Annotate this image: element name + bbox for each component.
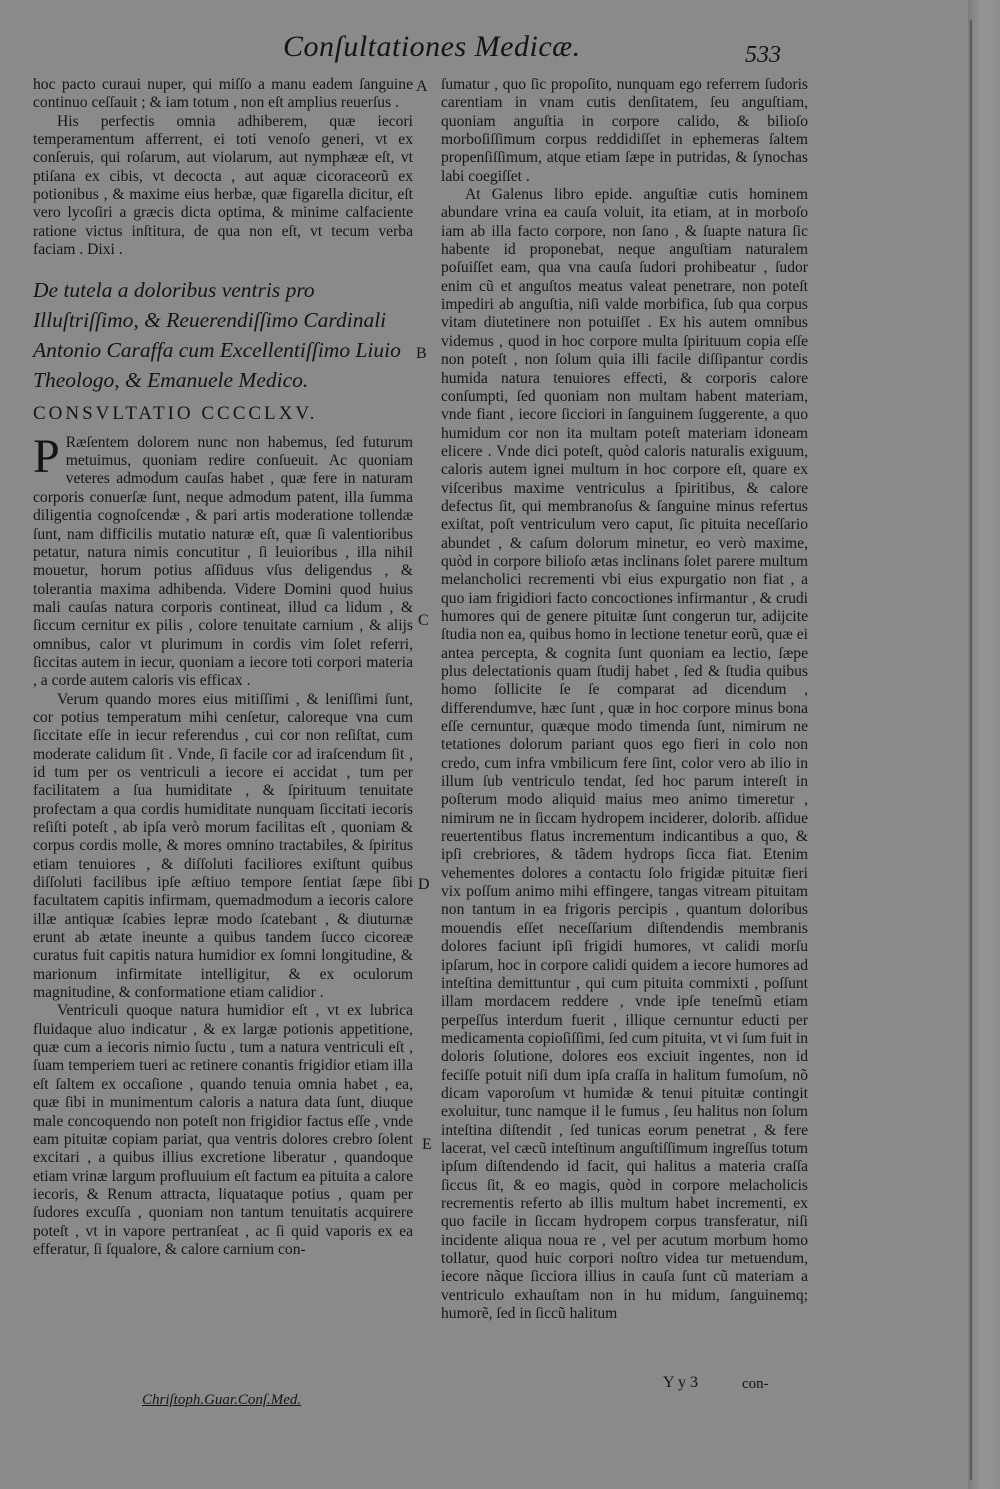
paragraph: Ventriculi quoque natura humidior eſt , vt ex lubrica fluidaque aluo indicatur , & ex largæ potionis appetitione, quæ cum a iecoris nimio ſuctu , tum a natura ventriculi eſt , ſuam temperiem tueri ac retinere conantis frigidior etiam illa eſt ſaltem ex occaſione , quando tenuia omnia habet , ea, quæ ſibi in munimentum caloris a natura data ſunt, diuque male concoquendo non poteſt non frigidior factus eſſe , vnde eam pituitæ copiam pariat, qua ventris dolores crebro ſolent excitari , a quibus illius excretione liberatur , quandoque etiam vrinæ largum profluuium eſt factum ea pituita a calore iecoris, & Renum attracta, liquataque potius , quam per ſudores excuſſa , quoniam non tantum tenuitatis acquirere poteſt , vt in vapore pertranſeat , ac ſi quid vaporis ex ea efferatur, ſi ſqualore, & calore carnium con- [33,1002,413,1258]
catchword: con- [742,1376,769,1392]
paragraph-text: Ræſentem dolorem nunc non habemus, ſed futurum metuimus, quoniam redire conſueuit. Ac quoniam veteres admodum cauſas habet , quæ fere in naturam corporis conuerſæ ſunt, neque admodum patent, illa ſumma diligentia cognoſcendæ , & pari artis moderatione tollendæ ſunt, nam difficilis mutatio naturæ eſt, quæ ſi valentioribus petatur, natura nimis concutitur , ſi leuioribus , illa nihil mouetur, horum potius aſſiduus vſus deligendus , & tolerantia maxima adhibenda. Videre Domini quod huius mali cauſas natura corporis contineat, illud ca lidum , & ſiccum cernitur ex pilis , colore tenuitate carnium , & alijs omnibus, calor vt plurimum in cordis vim ſolet referri, ſiccitas autem in iecur, quoniam a iecore toti corpori materia , a corde autem caloris vis efficax . [33,433,413,690]
gutter-line [970,20,972,1480]
margin-letter-a: A [416,78,428,95]
paragraph-with-drop-cap [33,429,413,691]
signature-mark: Y y 3 [663,1374,698,1391]
consultation-label: CONSVLTATIO CCCCLXV. [33,403,318,425]
paragraph: hoc pacto curaui nuper, qui miſſo a manu eadem ſanguine continuo ceſſauit ; & iam totum , non eſt amplius reuerſus . [33,76,413,112]
paragraph: His perfectis omnia adhiberem, quæ iecori temperamentum afferrent, ei toti venoſo generi, vt ex conſeruis, qui roſarum, aut violarum, aut nymphææ eſt, vt ptiſana ex cibis, vt decocta , aut aquæ cicoraceorũ ex potionibus , & maxime eius herbæ, quæ figarella dicitur, eſt vero lycoſiri a græcis dicta optima, & minime calfaciente ratione victus inſtitura, de qua non eſt, vt tecum verba faciam . Dixi . [33,112,413,259]
page-number: 533 [745,42,781,68]
section-heading: De tutela a doloribus ventris pro Illuſtriſſimo, & Reuerendiſſimo Cardinali Antonio Caraffa cum Excellentiſſimo Liuio Theologo, & Emanuele Medico. [33,278,401,393]
paragraph: ſumatur , quo ſic propoſito, nunquam ego referrem ſudoris carentiam in vnam cutis denſitatem, ſeu anguſtiam, quoniam anguſtia in corpore calido, & bilioſo morboſiſſimum corpus reddidiſſet in ephemeras ſaltem propenſiſſimum, atque etiam ſæpe in putridas, & ſynochas labi coegiſſet . [441,76,808,185]
margin-letter-b: B [416,345,427,362]
drop-cap: P [33,429,60,483]
signature-line: Chriſtoph.Guar.Conſ.Med. [142,1392,302,1408]
page-edge [968,0,1000,1489]
margin-letter-d: D [418,876,430,893]
right-column [441,76,808,1323]
margin-letter-e: E [422,1136,432,1153]
left-column [33,76,413,1259]
paragraph: At Galenus libro epide. anguſtiæ cutis hominem abundare vrina ea cauſa voluit, ita etiam, at in morboſo iam ab illa facto corpore, non ſano , & ſuapte natura ſic habente id proponebat, neque anguſtiam naturalem poſuiſſet eam, qua vna cauſa ſudori prohibeatur , ſudor enim cũ et anguſtos meatus valeat penetrare, non poteſt impediri ab anguſtia, niſi valde morbifica, ſub qua corpus vitam diutetinere non potuiſſet . Ex his autem omnibus videmus , quod in hoc corpore multa ſpirituum copia eſſe non poteſt , non ſolum quia illi facile diſſipantur cordis humida natura tenuiores effecti, & corporis calore conſumpti, ſed quoniam non multam habent materiam, vnde fiant , iecore ſicciori in ſanguinem ſuggerente, a quo humidum cor non ita multam poteſt materiam idoneam elicere . Vnde dici poteſt, quòd caloris naturalis exiguum, caloris autem ignei multum in hoc corpore eſt, quare ex viſceribus maxime ventriculus a ſpiritibus, & calore defectus ſit, qui membranoſus & ſanguine minus refertus exiſtat, poſt ventriculum vero caput, ſic pituita neceſſario abundet , & caſum dolorum minetur, eo verò maxime, quòd in corpore bilioſo ætas inclinans ſolet parere multum melancholici recrementi vbi eius expurgatio non fiat , a quo iam frigidiori facto concoctiones infirmantur , & crudi humores qui de genere pituitæ ſunt congerun tur, adijcite ſtudia non ea, quibus homo in lectione tenetur eorũ, quæ ei antea percepta, & cognita ſunt quoniam ea lectio, ſæpe plus delectationis quam ſtudij habet , ſed & ſtudia quibus homo ſollicite ſe ſe comparat ad dicendum , differendumve, hæc ſunt , quæ in hoc corpore minus bona eſſe cernuntur, quæque modo timenda ſunt, nimirum ne tetationes dolorum pariant quos ego fieri in colo non credo, cum infra vmbilicum fere ſint, color vero ab ilio in illum ſub ventriculo tendat, ſed hoc parum intereſt in poſterum modo aliquid maius meo animo timeretur , nimirum ne in ſiccam hydropem inciderer, dolorib. aſſidue reuertentibus flatus incrementum indicantibus a quo, & ipſi crebriores, & tãdem hydrops ſicca fiat. Etenim vehementes dolores a contactu ſolo frigidæ pituitæ fieri vix poſſum animo mihi effingere, tangas vitream pituitam non tantum in ea frigoris percipis , quantum doloribus mouendis eſſet neceſſarium diſtendendis membranis dolores faciunt ipſi frigidi humores, vt calidi morſu ipſarum, hoc in corpore calidi quidem a iecore humores ad inteſtina demittuntur , qui cum pituita commixti , poſſunt illam mordacem reddere , vnde ipſe teneſmũ etiam perpeſſus interdum fuerit , illique cernuntur educti per medicamenta copioſiſſimi, ſed cum pituita, vt vi ſum fuit in doloris ſolutione, dolores eos exciuit ingentes, non id feciſſe potuit niſi dum ipſa craſſa in halitum fumoſum, nõ dicam vaporoſum vt humidæ & tenui pituitæ contingit exoluitur, tunc namque il le fumus , ſeu halitus non ſolum inteſtina diſtendit , ſed tunicas eorum penetrat , & fere lacerat, vel cæcũ inteſtinum anguſtiſſimum ingreſſus totum ipſum diſtendendo id facit, qui halitus a materia craſſa ſiccus ſit, & eo magis, quòd in corpore melacholicis recrementis referto ab illis multum habet incrementi, ex quo facile in ſiccam hydropem corpus transferatur, niſi incidente aliqua noua re , vel per acutum morbum homo tollatur, quod huic corpori noſtro videa tur metuendum, iecore nãque ſicciora illius in cauſa ſunt cũ materiam a ventriculo exhauſtam non in hu midum, ſanguinemq; humorẽ, ſed in ſiccũ halitum [441,186,808,1323]
running-head: Conſultationes Medicæ. [283,30,581,63]
paragraph: Verum quando mores eius mitiſſimi , & leniſſimi ſunt, cor potius temperatum mihi cenſetur, caloreque vna cum ſiccitate eſſe in iecur referendus , cui cor non reſiſtat, cum moderate calidum ſit . Vnde, ſi facile cor ad iraſcendum ſit , id tum per os ventriculi a iecore ei accidat , tum per facilitatem a ſua humiditate , & ſpirituum tenuitate profectam a qua cordis humiditate nunquam ſiccitati iecoris reſiſti poteſt , ab ipſa verò morum facilitas eſt , quoniam & corpus cordis molle, & mores omnino tractabiles, & ſpiritus etiam tenuiores , & diſſoluti faciliores exiſtunt quibus diſſoluti facilibus ipſe æſtiuo tempore ſentiat ſæpe ſibi facultatem capitis infirmam, quemadmodum a iecoris calore illæ antiquæ ſcabies lepræ modo ſcatebant , & diuturnæ erunt ab ætate ineunte a quibus tandem ſucco cicoreæ curatus fuit capitis natura humidior ex ſomni longitudine, & marionum infirmitate intelligitur, & ex oculorum magnitudine, & conformatione etiam calidior . [33,690,413,1002]
margin-letter-c: C [418,612,429,629]
